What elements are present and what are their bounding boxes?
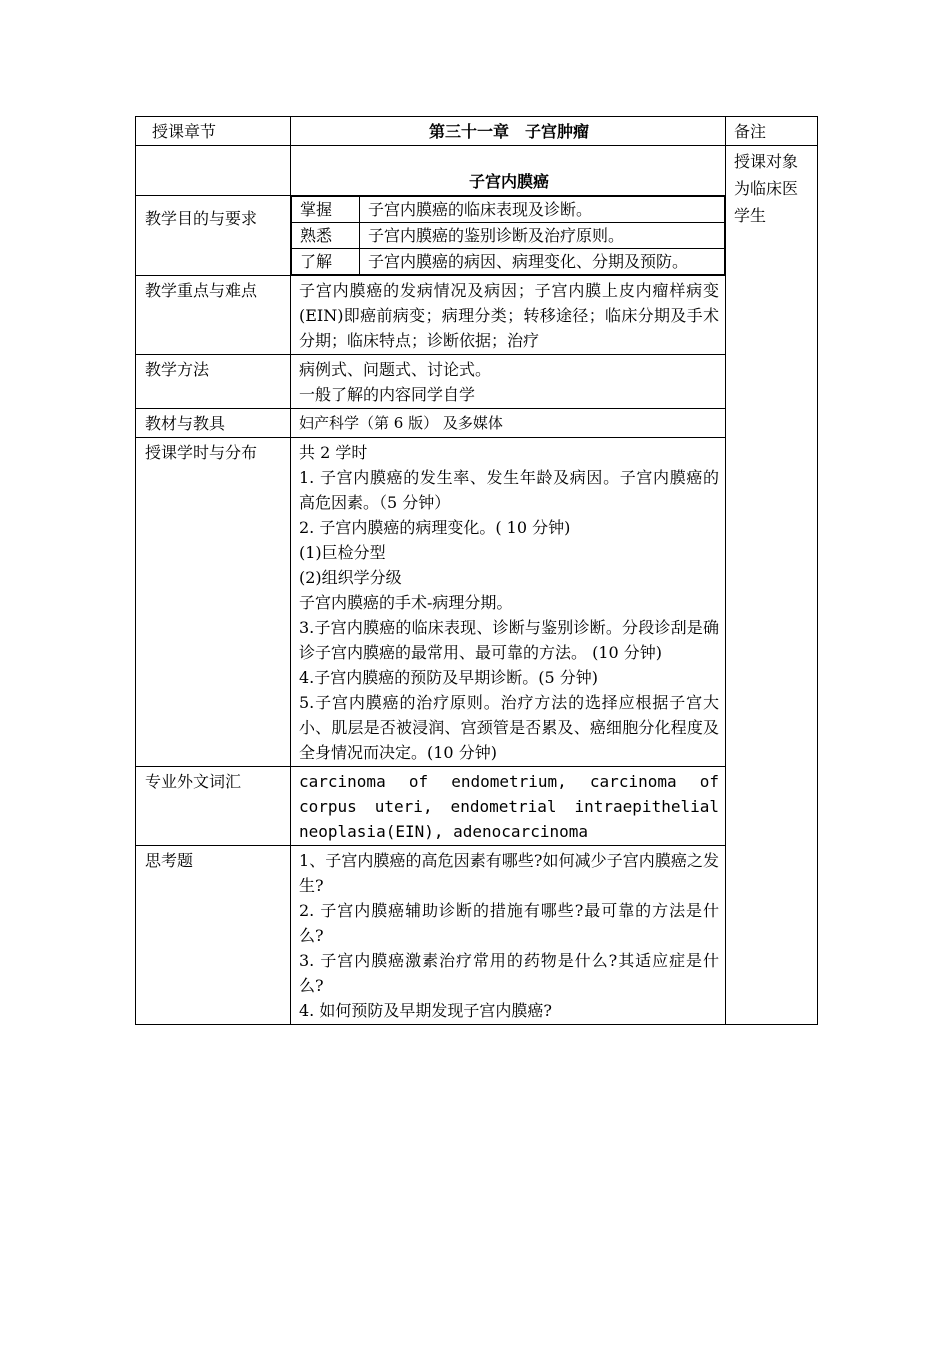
schedule-cell	[291, 438, 726, 767]
goal-level: 掌握	[292, 197, 360, 223]
schedule-line: 1. 子宫内膜癌的发生率、发生年龄及病因。子宫内膜癌的高危因素。（5 分钟）	[299, 468, 719, 512]
section-label: 授课章节	[136, 117, 291, 146]
goals-row	[136, 196, 818, 276]
topic-row	[136, 146, 818, 196]
goal-level: 了解	[292, 249, 360, 275]
topic-title: 子宫内膜癌	[291, 146, 726, 196]
key-points-row	[136, 276, 818, 355]
goal-item	[292, 249, 725, 275]
schedule-line: 共 2 学时	[299, 443, 368, 462]
schedule-line: 4.子宫内膜癌的预防及早期诊断。(5 分钟)	[299, 668, 599, 687]
methods-cell	[291, 355, 726, 409]
goal-item	[292, 223, 725, 249]
questions-label: 思考题	[136, 846, 291, 1025]
methods-label: 教学方法	[136, 355, 291, 409]
vocab-label: 专业外文词汇	[136, 767, 291, 846]
goal-text: 子宫内膜癌的鉴别诊断及治疗原则。	[360, 223, 725, 249]
materials-label: 教材与教具	[136, 409, 291, 438]
key-points-text: 子宫内膜癌的发病情况及病因；子宫内膜上皮内瘤样病变(EIN)即癌前病变；病理分类；转移途径；临床分期及手术分期；临床特点；诊断依据；治疗	[291, 276, 726, 355]
lesson-plan-table	[135, 116, 818, 1025]
goal-level: 熟悉	[292, 223, 360, 249]
question-item: 3. 子宫内膜癌激素治疗常用的药物是什么?其适应症是什么?	[299, 951, 719, 995]
note-text: 授课对象为临床医学生	[726, 146, 818, 1025]
schedule-label: 授课学时与分布	[136, 438, 291, 767]
goals-cell	[291, 196, 726, 276]
methods-line: 一般了解的内容同学自学	[299, 385, 476, 404]
topic-label-empty	[136, 146, 291, 196]
questions-cell	[291, 846, 726, 1025]
question-item: 1、子宫内膜癌的高危因素有哪些?如何减少子宫内膜癌之发生?	[299, 851, 719, 895]
questions-row	[136, 846, 818, 1025]
header-row	[136, 117, 818, 146]
schedule-line: 子宫内膜癌的手术-病理分期。	[299, 593, 513, 612]
goal-item	[292, 197, 725, 223]
schedule-line: (1)巨检分型	[299, 543, 386, 562]
goal-text: 子宫内膜癌的临床表现及诊断。	[360, 197, 725, 223]
vocab-row	[136, 767, 818, 846]
question-item: 4. 如何预防及早期发现子宫内膜癌?	[299, 1001, 552, 1020]
key-points-label: 教学重点与难点	[136, 276, 291, 355]
materials-text: 妇产科学（第 6 版） 及多媒体	[291, 409, 726, 438]
schedule-line: (2)组织学分级	[299, 568, 402, 587]
goal-text: 子宫内膜癌的病因、病理变化、分期及预防。	[360, 249, 725, 275]
methods-row	[136, 355, 818, 409]
materials-row	[136, 409, 818, 438]
note-label: 备注	[726, 117, 818, 146]
methods-line: 病例式、问题式、讨论式。	[299, 360, 492, 379]
question-item: 2. 子宫内膜癌辅助诊断的措施有哪些?最可靠的方法是什么?	[299, 901, 719, 945]
schedule-line: 3.子宫内膜癌的临床表现、诊断与鉴别诊断。分段诊刮是确诊子宫内膜癌的最常用、最可靠的方法。 (10 分钟)	[299, 618, 719, 662]
schedule-line: 2. 子宫内膜癌的病理变化。( 10 分钟)	[299, 518, 571, 537]
schedule-line: 5.子宫内膜癌的治疗原则。治疗方法的选择应根据子宫大小、肌层是否被浸润、宫颈管是否累及、癌细胞分化程度及全身情况而决定。(10 分钟)	[299, 693, 719, 762]
schedule-row	[136, 438, 818, 767]
goals-label: 教学目的与要求	[136, 196, 291, 276]
chapter-title: 第三十一章 子宫肿瘤	[291, 117, 726, 146]
vocab-text: carcinoma of endometrium, carcinoma of corpus uteri, endometrial intraepithelial neoplasia(EIN), adenocarcinoma	[291, 767, 726, 846]
goals-table	[291, 196, 725, 275]
